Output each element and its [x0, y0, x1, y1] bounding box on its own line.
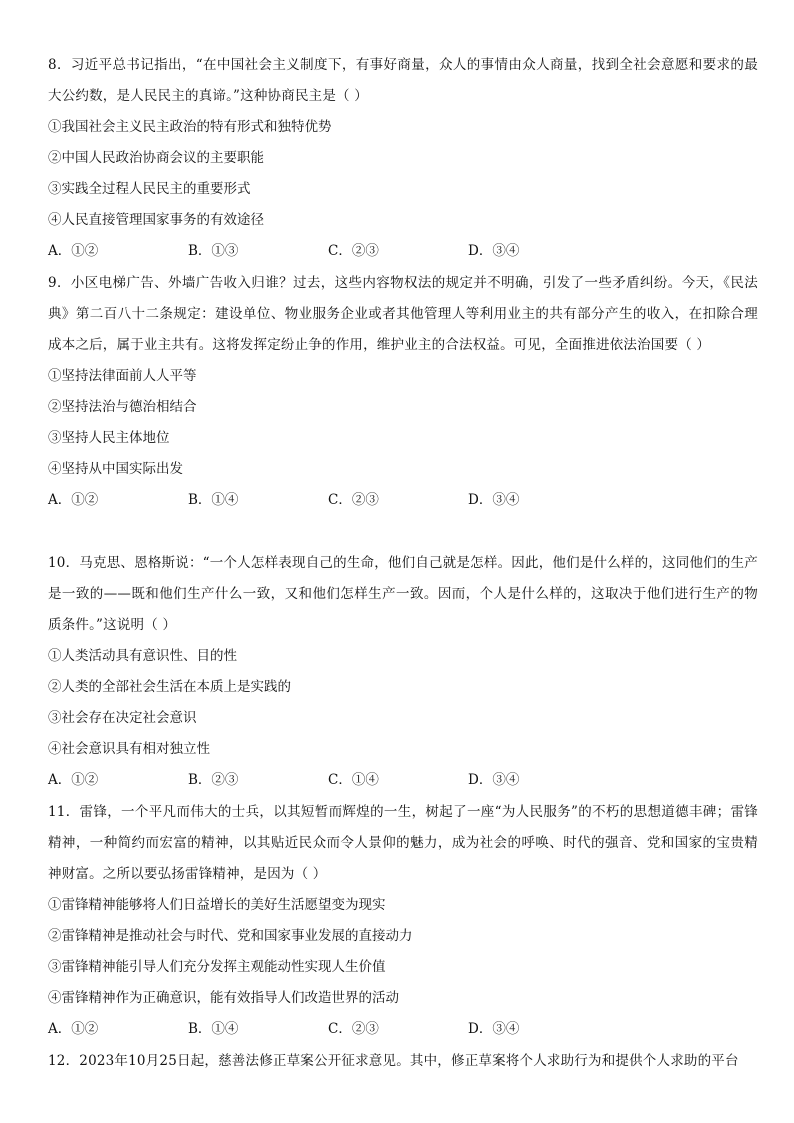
choice-d[interactable]: D．③④	[468, 1021, 520, 1037]
choice-d[interactable]: D．③④	[468, 772, 520, 788]
option-item: ③实践全过程人民民主的重要形式	[48, 181, 251, 197]
choice-b[interactable]: B．①④	[188, 1021, 239, 1037]
question-stem: 11．雷锋，一个平凡而伟大的士兵，以其短暂而辉煌的一生，树起了一座“为人民服务”的不朽的思想道德丰碑；雷锋精神，一种简约而宏富的精神，以其贴近民众而令人景仰的魅力，成为社会的呼唤、时代的强音、党和国家的宝贵精神财富。之所以要弘扬雷锋精神，是因为（ ）	[48, 804, 758, 882]
question-stem: 9．小区电梯广告、外墙广告收入归谁？过去，这些内容物权法的规定并不明确，引发了一些矛盾纠纷。今天，《民法典》第二百八十二条规定：建设单位、物业服务企业或者其他管理人等利用业主的共有部分产生的收入，在扣除合理成本之后，属于业主共有。这将发挥定纷止争的作用，维护业主的合法权益。可见，全面推进依法治国要（ ）	[48, 275, 758, 353]
question-12	[48, 1046, 758, 1077]
question-8	[48, 50, 758, 267]
option-item: ①雷锋精神能够将人们日益增长的美好生活愿望变为现实	[48, 897, 386, 913]
choice-a[interactable]: A．①②	[48, 492, 99, 508]
choice-d[interactable]: D．③④	[468, 492, 520, 508]
option-item: ①坚持法律面前人人平等	[48, 368, 197, 384]
question-10	[48, 548, 758, 796]
option-item: ②雷锋精神是推动社会与时代、党和国家事业发展的直接动力	[48, 928, 413, 944]
answer-choices	[48, 485, 758, 516]
option-item: ②人类的全部社会生活在本质上是实践的	[48, 679, 291, 695]
option-item: ③社会存在决定社会意识	[48, 710, 197, 726]
option-item: ④人民直接管理国家事务的有效途径	[48, 212, 264, 228]
option-item: ②中国人民政治协商会议的主要职能	[48, 150, 264, 166]
question-9	[48, 268, 758, 516]
choice-c[interactable]: C．①④	[328, 772, 379, 788]
choice-a[interactable]: A．①②	[48, 243, 99, 259]
option-item: ②坚持法治与德治相结合	[48, 399, 197, 415]
question-stem: 10．马克思、恩格斯说：“一个人怎样表现自己的生命，他们自己就是怎样。因此，他们是什么样的，这同他们的生产是一致的——既和他们生产什么一致，又和他们怎样生产一致。因而，个人是什么样的，这取决于他们进行生产的物质条件。”这说明（ ）	[48, 555, 758, 633]
option-item: ③坚持人民主体地位	[48, 430, 170, 446]
option-item: ①我国社会主义民主政治的特有形式和独特优势	[48, 119, 332, 135]
choice-c[interactable]: C．②③	[328, 1021, 379, 1037]
choice-b[interactable]: B．①④	[188, 492, 239, 508]
option-item: ④雷锋精神作为正确意识，能有效指导人们改造世界的活动	[48, 990, 399, 1006]
choice-d[interactable]: D．③④	[468, 243, 520, 259]
choice-c[interactable]: C．②③	[328, 243, 379, 259]
answer-choices	[48, 1014, 758, 1045]
choice-c[interactable]: C．②③	[328, 492, 379, 508]
option-item: ④坚持从中国实际出发	[48, 461, 183, 477]
option-item: ③雷锋精神能引导人们充分发挥主观能动性实现人生价值	[48, 959, 386, 975]
answer-choices	[48, 765, 758, 796]
question-11	[48, 797, 758, 1045]
choice-a[interactable]: A．①②	[48, 1021, 99, 1037]
choice-a[interactable]: A．①②	[48, 772, 99, 788]
question-stem: 8．习近平总书记指出，“在中国社会主义制度下，有事好商量，众人的事情由众人商量，找到全社会意愿和要求的最大公约数，是人民民主的真谛。”这种协商民主是（ ）	[48, 57, 758, 104]
question-stem: 12．2023年10月25日起，慈善法修正草案公开征求意见。其中，修正草案将个人求助行为和提供个人求助的平台	[48, 1053, 739, 1069]
option-item: ④社会意识具有相对独立性	[48, 741, 210, 757]
answer-choices	[48, 236, 758, 267]
choice-b[interactable]: B．②③	[188, 772, 239, 788]
option-item: ①人类活动具有意识性、目的性	[48, 648, 237, 664]
choice-b[interactable]: B．①③	[188, 243, 239, 259]
